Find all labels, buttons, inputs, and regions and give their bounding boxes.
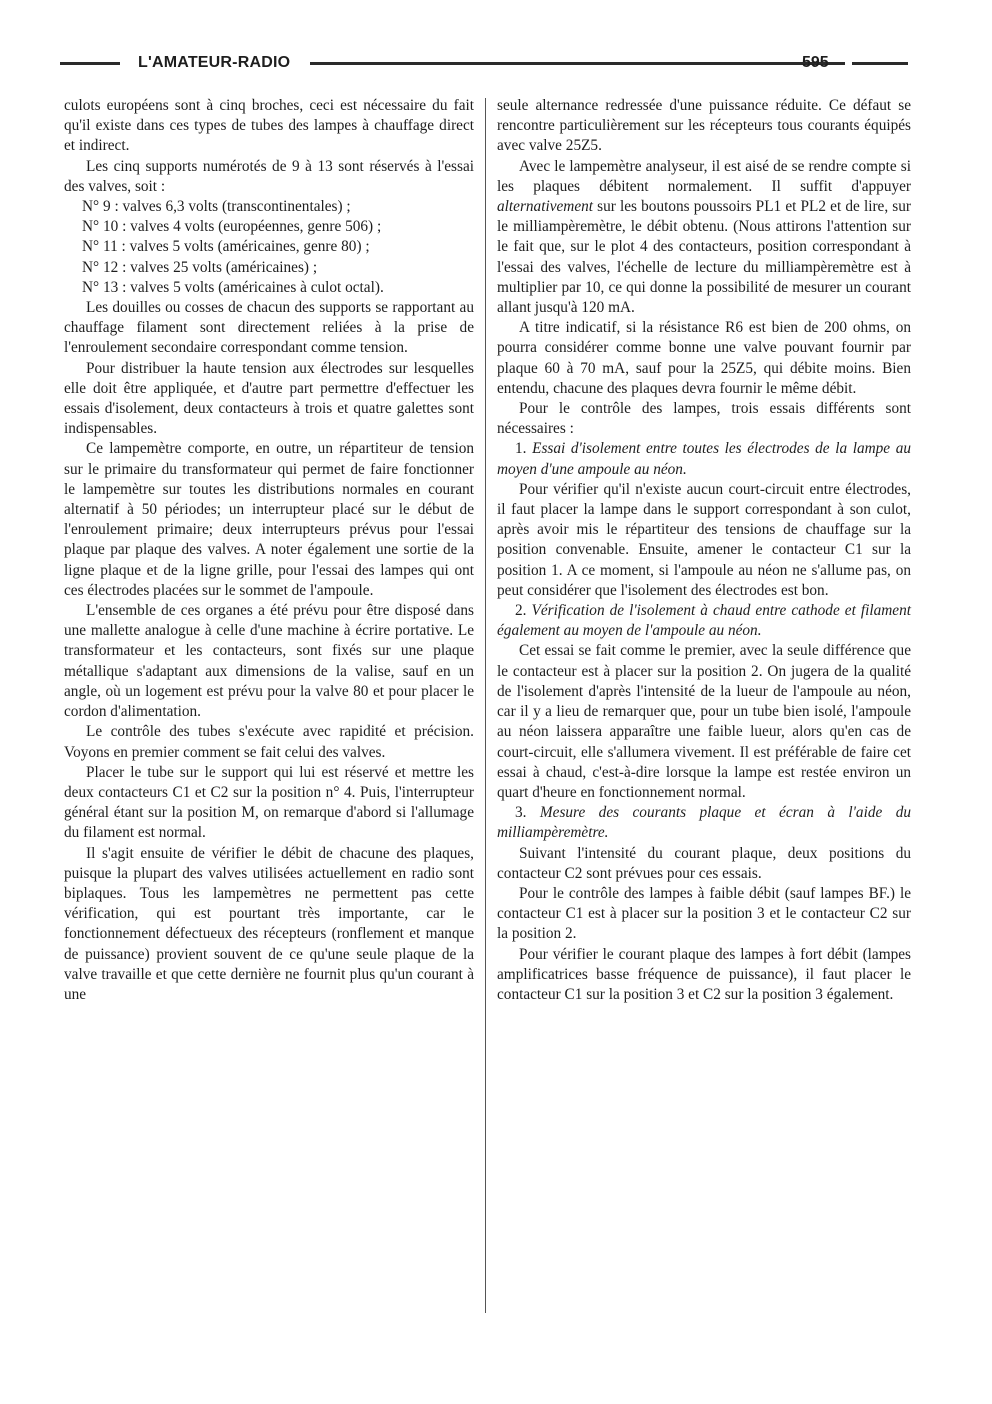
list-item: N° 9 : valves 6,3 volts (transcontinentales) ; (82, 198, 351, 216)
running-header (60, 52, 910, 78)
paragraph: Les douilles ou cosses de chacun des supports se rapportant au chauffage filament sont directement reliées à la prise de l'enroulement secondaire correspondant comme tension. (64, 299, 474, 357)
journal-title: L'AMATEUR-RADIO (138, 54, 291, 71)
paragraph: A titre indicatif, si la résistance R6 est bien de 200 ohms, on pourra considérer comme bonne une valve pouvant fournir par plaque 60 à 70 mA, sauf pour la 25Z5, qui débite moins. Bien entendu, chacune des plaques devra fournir le même débit. (497, 319, 911, 397)
left-column (64, 96, 474, 1005)
paragraph: Pour le contrôle des lampes à faible débit (sauf lampes BF.) le contacteur C1 est à placer sur la position 3 et le contacteur C2 sur la position 2. (497, 884, 911, 943)
section-number: 1. (515, 440, 533, 458)
paragraph: Pour le contrôle des lampes, trois essais différents sont nécessaires : (497, 400, 911, 438)
paragraph: Ce lampemètre comporte, en outre, un répartiteur de tension sur le primaire du transformateur qui permet de faire fonctionner le lampemètre sur toutes les distributions normales en courant alternatif à 50 périodes; un interrupteur placé sur le début de l'enroulement primaire; deux interrupteurs prévus pour l'essai plaque par plaque des valves. A noter également une sortie de la ligne plaque et de la ligne grille, pour l'essai des lampes qui ont ces électrodes placées sur le sommet de l'ampoule. (64, 440, 474, 599)
list-item: N° 11 : valves 5 volts (américaines, genre 80) ; (82, 238, 370, 256)
header-rule-right (852, 62, 908, 65)
paragraph: Il s'agit ensuite de vérifier le débit de chacune des plaques, puisque la plupart des valves utilisées actuellement en radio sont biplaques. Tous les lampemètres ne permettent pas cette vérification, qui est pourtant très importante, car le fonctionnement défectueux des récepteurs (ronflement et manque de puissance) provient souvent de ce qu'une seule plaque de la valve travaille et que cette dernière ne fournit plus qu'un courant à une (64, 844, 474, 1003)
section-title: Mesure des courants plaque et écran à l'aide du milliampèremètre. (497, 804, 912, 842)
column-divider (485, 98, 486, 1313)
list-item: N° 12 : valves 25 volts (américaines) ; (82, 258, 318, 276)
paragraph: Pour distribuer la haute tension aux électrodes sur lesquelles elle doit être appliquée, et d'autre part permettre d'effectuer les essais d'isolement, deux contacteurs à trois et quatre galettes sont indispensables. (64, 359, 474, 438)
paragraph: Les cinq supports numérotés de 9 à 13 sont réservés à l'essai des valves, soit : (64, 157, 474, 195)
section-heading (497, 803, 911, 843)
emphasis: alternativement (497, 198, 594, 216)
paragraph: Le contrôle des tubes s'exécute avec rapidité et précision. Voyons en premier comment se fait celui des valves. (64, 723, 474, 761)
section-number: 2. (515, 602, 532, 620)
section-title: Essai d'isolement entre toutes les électrodes de la lampe au moyen d'une ampoule au néon. (497, 440, 911, 478)
paragraph: Cet essai se fait comme le premier, avec la seule différence que le contacteur est à placer sur la position 2. On jugera de la qualité de l'isolement d'après l'intensité de la lueur de l'ampoule au néon, car il y a lieu de remarquer que, pour un tube bien isolé, l'ampoule au néon laissera apparaître une faible lueur, alors qu'en cas de court-circuit, elle s'allumera vivement. Il est préférable de faire cet essai à chaud, c'est-à-dire lorsque la lampe est restée environ un quart d'heure en fonctionnement normal. (497, 642, 911, 801)
section-title: Vérification de l'isolement à chaud entre cathode et filament également au moyen de l'ampoule au néon. (497, 602, 911, 640)
text-run: Avec le lampemètre analyseur, il est aisé de se rendre compte si les plaques débitent normalement. Il suffit d'appuyer (497, 157, 911, 195)
paragraph: culots européens sont à cinq broches, ceci est nécessaire du fait qu'il existe dans ces types de tubes des lampes à chauffage direct et indirect. (64, 97, 474, 155)
paragraph: Suivant l'intensité du courant plaque, deux positions du contacteur C2 sont prévues pour ces essais. (497, 844, 911, 882)
right-column (497, 96, 911, 1005)
section-heading (497, 601, 911, 641)
paragraph: Placer le tube sur le support qui lui est réservé et mettre les deux contacteurs C1 et C2 sur la position n° 4. Puis, l'interrupteur général étant sur la position M, on remarque d'abord si l'allumage du filament est normal. (64, 763, 474, 842)
paragraph: Pour vérifier le courant plaque des lampes à fort débit (lampes amplificatrices basse fréquence de puissance), il faut placer le contacteur C1 sur la position 3 et C2 sur la position 3 également. (497, 945, 911, 1003)
paragraph: seule alternance redressée d'une puissance réduite. Ce défaut se rencontre particulièrement sur les récepteurs tous courants équipés avec valve 25Z5. (497, 97, 911, 155)
text-run: sur les boutons poussoirs PL1 et PL2 et de lire, sur le milliampèremètre, le débit obtenu. (Nous attirons l'attention sur le fait que, sur le plot 4 des contacteurs, position correspondant à l'essai des valves, l'échelle de lecture du milliampèremètre est à multiplier par 10, ce qui donne la possibilité de mesurer un courant allant jusqu'à 120 mA. (497, 198, 911, 317)
list-item: N° 13 : valves 5 volts (américaines à culot octal). (82, 278, 384, 296)
page-number: 595 (802, 54, 829, 71)
paragraph: L'ensemble de ces organes a été prévu pour être disposé dans une mallette analogue à celle d'une machine à écrire portative. Le transformateur et les contacteurs, sont fixés sur une plaque métallique s'adaptant aux dimensions de la valise, sauf en un angle, où un logement est prévu pour la valve 80 et pour placer le cordon d'alimentation. (64, 602, 474, 721)
header-rule-left (60, 62, 120, 65)
paragraph: Pour vérifier qu'il n'existe aucun court-circuit entre électrodes, il faut placer la lampe dans le support correspondant à son culot, après avoir mis le répartiteur des tensions de chauffage sur la position convenable. Ensuite, amener le contacteur C1 sur la position 1. A ce moment, si l'ampoule au néon ne s'allume pas, on peut considérer que l'isolement des électrodes est bon. (497, 480, 911, 599)
section-heading (497, 439, 911, 479)
paragraph (497, 157, 911, 319)
section-number: 3. (515, 804, 540, 822)
header-rule-middle (310, 62, 845, 65)
list-item: N° 10 : valves 4 volts (européennes, genre 506) ; (82, 218, 382, 236)
